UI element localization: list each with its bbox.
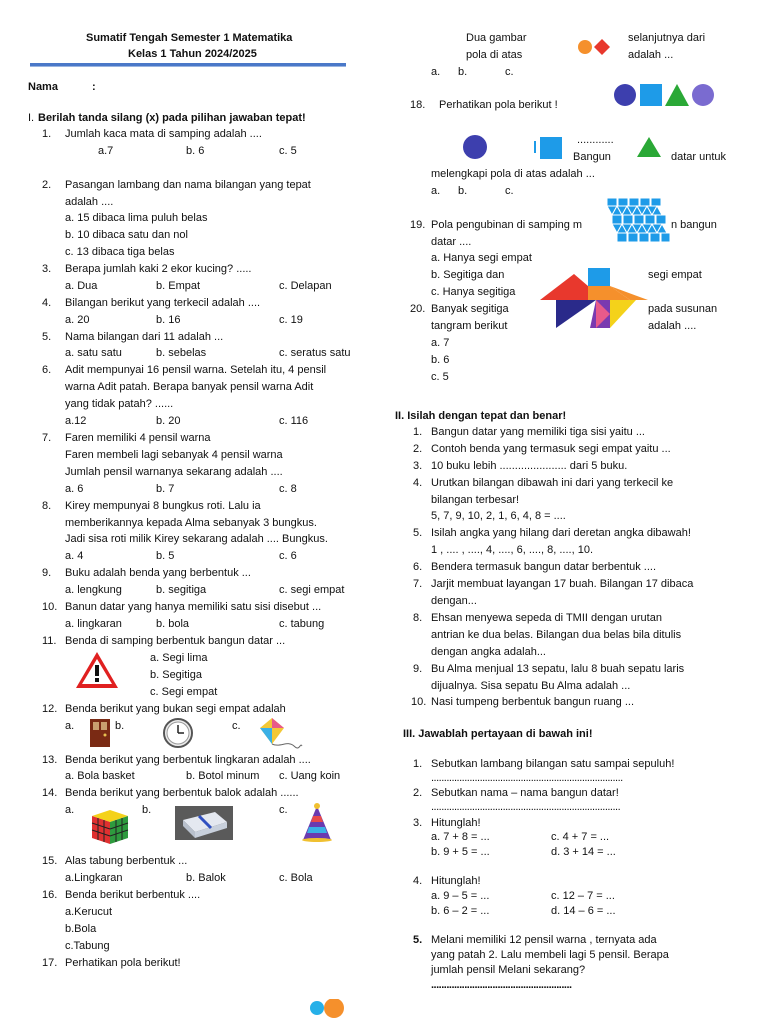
s2-item8-text: Ehsan menyewa sepeda di TMII dengan urutan bbox=[431, 612, 662, 624]
q16-text: Benda berikut berbentuk .... bbox=[65, 889, 201, 901]
s3-q3-text: Hitunglah! bbox=[431, 817, 481, 829]
q20-text-line2b: adalah .... bbox=[648, 320, 697, 332]
q18-option-b[interactable]: b. bbox=[458, 185, 468, 197]
q2-text-line1: Pasangan lambang dan nama bilangan yang tepat bbox=[65, 179, 311, 191]
s2-item1-text: Bangun datar yang memiliki tiga sisi yaitu ... bbox=[431, 426, 645, 438]
q18-text: Perhatikan pola berikut ! bbox=[439, 99, 558, 111]
s2-item10-number: 10. bbox=[411, 696, 427, 708]
q3-option-a[interactable]: a. Dua bbox=[65, 280, 98, 292]
s3-q2-answer-line[interactable]: .......................................................................... bbox=[431, 801, 621, 813]
s3-q1-text: Sebutkan lambang bilangan satu sampai sepuluh! bbox=[431, 758, 675, 770]
q17-text-line1b: selanjutnya dari bbox=[628, 32, 706, 44]
q6-number: 6. bbox=[42, 364, 52, 376]
q1-option-a[interactable]: a.7 bbox=[98, 145, 114, 157]
s2-item8-text2: antrian ke dua belas. Bilangan dua belas bila ditulis bbox=[431, 629, 682, 641]
s2-item7-text2: dengan... bbox=[431, 595, 477, 607]
s2-item9-text: Bu Alma menjual 13 sepatu, lalu 8 buah sepatu laris bbox=[431, 663, 685, 675]
q8-number: 8. bbox=[42, 500, 52, 512]
q15-option-c[interactable]: c. Bola bbox=[279, 872, 313, 884]
q15-text: Alas tabung berbentuk ... bbox=[65, 855, 188, 867]
q14-number: 14. bbox=[42, 787, 58, 799]
q19-option-b[interactable]: b. Segitiga dan bbox=[431, 269, 505, 281]
q10-text: Banun datar yang hanya memiliki satu sisi disebut ... bbox=[65, 601, 322, 613]
q13-option-b[interactable]: b. Botol minum bbox=[186, 770, 260, 782]
q9-option-b[interactable]: b. segitiga bbox=[156, 584, 207, 596]
q19-text-line2: datar .... bbox=[431, 236, 472, 248]
q1-text: Jumlah kaca mata di samping adalah .... bbox=[65, 128, 262, 140]
s3-q4-b[interactable]: b. 6 – 2 = ... bbox=[431, 905, 490, 917]
q18-bangun: Bangun bbox=[573, 151, 611, 163]
q5-text: Nama bilangan dari 11 adalah ... bbox=[65, 331, 224, 343]
q7-option-b[interactable]: b. 7 bbox=[156, 483, 175, 495]
q8-text-line2: memberikannya kepada Alma sebanyak 3 bungkus. bbox=[65, 517, 317, 529]
q19-text-line1a: Pola pengubinan di samping m bbox=[431, 219, 583, 231]
q11-number: 11. bbox=[42, 635, 57, 647]
q12-text: Benda berikut yang bukan segi empat adalah bbox=[65, 703, 286, 715]
pattern-circle-diamond-icon bbox=[576, 38, 616, 58]
page-dots-icon bbox=[308, 999, 348, 1019]
q10-option-a[interactable]: a. lingkaran bbox=[65, 618, 122, 630]
exam-subtitle: Kelas 1 Tahun 2024/2025 bbox=[128, 48, 257, 60]
q12-option-a[interactable]: a. bbox=[65, 720, 75, 732]
q7-number: 7. bbox=[42, 432, 52, 444]
q17-text-line2b: adalah ... bbox=[628, 49, 674, 61]
q2-option-c[interactable]: c. 13 dibaca tiga belas bbox=[65, 246, 175, 258]
q20-text-line1a: Banyak segitiga bbox=[431, 303, 509, 315]
q13-text: Benda berikut yang berbentuk lingkaran adalah .... bbox=[65, 754, 311, 766]
s3-q1-number: 1. bbox=[413, 758, 423, 770]
q1-option-c[interactable]: c. 5 bbox=[279, 145, 297, 157]
q3-option-b[interactable]: b. Empat bbox=[156, 280, 201, 292]
q15-option-b[interactable]: b. Balok bbox=[186, 872, 226, 884]
q17-text-line1a: Dua gambar bbox=[466, 32, 527, 44]
q13-number: 13. bbox=[42, 754, 58, 766]
q7-option-c[interactable]: c. 8 bbox=[279, 483, 297, 495]
s3-q3-a[interactable]: a. 7 + 8 = ... bbox=[431, 831, 490, 843]
tessellation-pattern-icon bbox=[603, 198, 671, 244]
s3-q3-number: 3. bbox=[413, 817, 423, 829]
q6-text-line2: warna Adit patah. Berapa banyak pensil warna Adit bbox=[65, 381, 314, 393]
s3-q2-number: 2. bbox=[413, 787, 423, 799]
s2-item4-text2: bilangan terbesar! bbox=[431, 494, 520, 506]
q4-option-b[interactable]: b. 16 bbox=[156, 314, 181, 326]
q3-text: Berapa jumlah kaki 2 ekor kucing? ..... bbox=[65, 263, 252, 275]
q18-number: 18. bbox=[410, 99, 426, 111]
tangram-house-icon bbox=[540, 266, 650, 332]
s3-q4-text: Hitunglah! bbox=[431, 875, 481, 887]
q18-dots: ............ bbox=[577, 134, 614, 146]
q6-text-line3: yang tidak patah? ...... bbox=[65, 398, 174, 410]
q11-option-b[interactable]: b. Segitiga bbox=[150, 669, 202, 681]
s2-item7-number: 7. bbox=[413, 578, 423, 590]
gift-box-icon bbox=[175, 806, 233, 840]
section1-number: I. bbox=[28, 112, 35, 124]
q8-option-b[interactable]: b. 5 bbox=[156, 550, 175, 562]
q15-number: 15. bbox=[42, 855, 58, 867]
q17-text: Perhatikan pola berikut! bbox=[65, 957, 181, 969]
q3-option-c[interactable]: c. Delapan bbox=[279, 280, 332, 292]
header-divider bbox=[30, 63, 346, 67]
rubiks-cube-icon bbox=[88, 806, 130, 846]
q19-number: 19. bbox=[410, 219, 426, 231]
s2-item9-number: 9. bbox=[413, 663, 423, 675]
q17-text-line2a: pola di atas bbox=[466, 49, 523, 61]
q5-option-b[interactable]: b. sebelas bbox=[156, 347, 207, 359]
q11-option-a[interactable]: a. Segi lima bbox=[150, 652, 208, 664]
s3-q4-a[interactable]: a. 9 – 5 = ... bbox=[431, 890, 490, 902]
q20-number: 20. bbox=[410, 303, 426, 315]
s3-q5-answer-line[interactable]: ....................................................... bbox=[431, 979, 572, 991]
q6-option-c[interactable]: c. 116 bbox=[279, 415, 309, 427]
s2-item10-text: Nasi tumpeng berbentuk bangun ruang ... bbox=[431, 696, 635, 708]
q18-option-a[interactable]: a. bbox=[431, 185, 441, 197]
s2-item3-number: 3. bbox=[413, 460, 423, 472]
s3-q5-text-line2: yang patah 2. Lalu membeli lagi 5 pensil. Berapa bbox=[431, 949, 669, 961]
q7-text-line1: Faren memiliki 4 pensil warna bbox=[65, 432, 211, 444]
s2-item8-number: 8. bbox=[413, 612, 423, 624]
exam-title: Sumatif Tengah Semester 1 Matematika bbox=[86, 32, 293, 44]
q17-number: 17. bbox=[42, 957, 58, 969]
q19-option-a[interactable]: a. Hanya segi empat bbox=[431, 252, 532, 264]
navy-circle-shape-icon bbox=[460, 134, 490, 160]
q5-option-c[interactable]: c. seratus satu bbox=[279, 347, 351, 359]
s3-q1-answer-line[interactable]: ........................................................................... bbox=[431, 772, 623, 784]
q17-option-c[interactable]: c. bbox=[505, 66, 514, 78]
name-colon: : bbox=[92, 81, 96, 93]
q6-text-line1: Adit mempunyai 16 pensil warna. Setelah itu, 4 pensil bbox=[65, 364, 327, 376]
q9-number: 9. bbox=[42, 567, 52, 579]
q8-text-line1: Kirey mempunyai 8 bungkus roti. Lalu ia bbox=[65, 500, 261, 512]
s3-q4-c[interactable]: c. 12 – 7 = ... bbox=[551, 890, 615, 902]
s2-item4-text: Urutkan bilangan dibawah ini dari yang terkecil ke bbox=[431, 477, 674, 489]
q14-option-c[interactable]: c. bbox=[279, 804, 288, 816]
section1-heading: Berilah tanda silang (x) pada pilihan jawaban tepat! bbox=[38, 112, 306, 124]
q17-option-a[interactable]: a. bbox=[431, 66, 441, 78]
s3-q4-number: 4. bbox=[413, 875, 423, 887]
blue-square-shape-icon bbox=[534, 136, 564, 160]
q14-option-a[interactable]: a. bbox=[65, 804, 75, 816]
green-triangle-shape-icon bbox=[636, 136, 662, 158]
q5-option-a[interactable]: a. satu satu bbox=[65, 347, 122, 359]
q7-option-a[interactable]: a. 6 bbox=[65, 483, 84, 495]
q3-number: 3. bbox=[42, 263, 52, 275]
s2-item5-text2: 1 , .... , ...., 4, ...., 6, ...., 8, ...., 10. bbox=[431, 544, 594, 556]
q14-text: Benda berikut yang berbentuk balok adalah ...... bbox=[65, 787, 299, 799]
q13-option-a[interactable]: a. Bola basket bbox=[65, 770, 135, 782]
name-label: Nama bbox=[28, 81, 58, 93]
q19-option-b-cont: segi empat bbox=[648, 269, 702, 281]
door-icon bbox=[89, 718, 111, 748]
q8-text-line3: Jadi sisa roti milik Kirey sekarang adalah .... Bungkus. bbox=[65, 533, 328, 545]
s3-q3-b[interactable]: b. 9 + 5 = ... bbox=[431, 846, 490, 858]
q11-option-c[interactable]: c. Segi empat bbox=[150, 686, 218, 698]
q12-option-b[interactable]: b. bbox=[115, 720, 125, 732]
q16-option-b[interactable]: b.Bola bbox=[65, 923, 97, 935]
s2-item1-number: 1. bbox=[413, 426, 423, 438]
q19-text-line1b: n bangun bbox=[671, 219, 717, 231]
s2-item3-text: 10 buku lebih ...................... dari 5 buku. bbox=[431, 460, 628, 472]
party-hat-icon bbox=[300, 802, 334, 842]
q20-option-c[interactable]: c. 5 bbox=[431, 371, 449, 383]
q1-number: 1. bbox=[42, 128, 52, 140]
q16-option-a[interactable]: a.Kerucut bbox=[65, 906, 113, 918]
kite-icon bbox=[258, 716, 304, 750]
q14-option-b[interactable]: b. bbox=[142, 804, 152, 816]
s2-item5-text: Isilah angka yang hilang dari deretan angka dibawah! bbox=[431, 527, 691, 539]
s2-item9-text2: dijualnya. Sisa sepatu Bu Alma adalah ... bbox=[431, 680, 631, 692]
s2-item8-text3: dengan angka adalah... bbox=[431, 646, 546, 658]
q8-option-c[interactable]: c. 6 bbox=[279, 550, 297, 562]
q15-option-a[interactable]: a.Lingkaran bbox=[65, 872, 123, 884]
s2-item6-number: 6. bbox=[413, 561, 423, 573]
q10-number: 10. bbox=[42, 601, 58, 613]
q7-text-line3: Jumlah pensil warnanya sekarang adalah .... bbox=[65, 466, 283, 478]
q4-number: 4. bbox=[42, 297, 52, 309]
q12-number: 12. bbox=[42, 703, 58, 715]
q16-number: 16. bbox=[42, 889, 58, 901]
q9-text: Buku adalah benda yang berbentuk ... bbox=[65, 567, 251, 579]
q20-option-a[interactable]: a. 7 bbox=[431, 337, 450, 349]
q2-number: 2. bbox=[42, 179, 52, 191]
q4-option-c[interactable]: c. 19 bbox=[279, 314, 303, 326]
s2-item2-text: Contoh benda yang termasuk segi empat yaitu ... bbox=[431, 443, 671, 455]
q4-text: Bilangan berikut yang terkecil adalah .... bbox=[65, 297, 261, 309]
s2-item4-text3: 5, 7, 9, 10, 2, 1, 6, 4, 8 = .... bbox=[431, 510, 566, 522]
q2-option-b[interactable]: b. 10 dibaca satu dan nol bbox=[65, 229, 188, 241]
q16-option-c[interactable]: c.Tabung bbox=[65, 940, 110, 952]
q18-option-c[interactable]: c. bbox=[505, 185, 514, 197]
q2-text-line2: adalah .... bbox=[65, 196, 114, 208]
q18-text-line3: melengkapi pola di atas adalah ... bbox=[431, 168, 595, 180]
q11-text: Benda di samping berbentuk bangun datar ... bbox=[65, 635, 286, 647]
s3-q5-number: 5. bbox=[413, 934, 423, 946]
wall-clock-icon bbox=[160, 718, 196, 748]
q2-option-a[interactable]: a. 15 dibaca lima puluh belas bbox=[65, 212, 208, 224]
q7-text-line2: Faren membeli lagi sebanyak 4 pensil warna bbox=[65, 449, 283, 461]
warning-sign-icon bbox=[74, 650, 120, 690]
q12-option-c[interactable]: c. bbox=[232, 720, 241, 732]
q20-text-line2a: tangram berikut bbox=[431, 320, 508, 332]
q6-option-a[interactable]: a.12 bbox=[65, 415, 87, 427]
q1-option-b[interactable]: b. 6 bbox=[186, 145, 205, 157]
q10-option-b[interactable]: b. bola bbox=[156, 618, 190, 630]
q6-option-b[interactable]: b. 20 bbox=[156, 415, 181, 427]
s3-q3-c[interactable]: c. 4 + 7 = ... bbox=[551, 831, 610, 843]
s2-item6-text: Bendera termasuk bangun datar berbentuk .... bbox=[431, 561, 657, 573]
section3-heading: III. Jawablah pertayaan di bawah ini! bbox=[403, 728, 593, 740]
q19-option-c[interactable]: c. Hanya segitiga bbox=[431, 286, 516, 298]
s2-item5-number: 5. bbox=[413, 527, 423, 539]
s3-q4-d[interactable]: d. 14 – 6 = ... bbox=[551, 905, 616, 917]
s3-q2-text: Sebutkan nama – nama bangun datar! bbox=[431, 787, 619, 799]
s2-item2-number: 2. bbox=[413, 443, 423, 455]
s3-q5-text-line1: Melani memiliki 12 pensil warna , ternyata ada bbox=[431, 934, 657, 946]
s2-item7-text: Jarjit membuat layangan 17 buah. Bilangan 17 dibaca bbox=[431, 578, 694, 590]
q9-option-a[interactable]: a. lengkung bbox=[65, 584, 122, 596]
q20-text-line1b: pada susunan bbox=[648, 303, 718, 315]
q10-option-c[interactable]: c. tabung bbox=[279, 618, 325, 630]
shape-pattern-row-icon bbox=[612, 83, 716, 107]
q13-option-c[interactable]: c. Uang koin bbox=[279, 770, 341, 782]
q8-option-a[interactable]: a. 4 bbox=[65, 550, 84, 562]
q17-option-b[interactable]: b. bbox=[458, 66, 468, 78]
q18-datar: datar untuk bbox=[671, 151, 727, 163]
q9-option-c[interactable]: c. segi empat bbox=[279, 584, 345, 596]
q20-option-b[interactable]: b. 6 bbox=[431, 354, 450, 366]
s3-q3-d[interactable]: d. 3 + 14 = ... bbox=[551, 846, 616, 858]
section2-heading: II. Isilah dengan tepat dan benar! bbox=[395, 410, 567, 422]
s2-item4-number: 4. bbox=[413, 477, 423, 489]
s3-q5-text-line3: jumlah pensil Melani sekarang? bbox=[431, 964, 586, 976]
q5-number: 5. bbox=[42, 331, 52, 343]
q4-option-a[interactable]: a. 20 bbox=[65, 314, 90, 326]
